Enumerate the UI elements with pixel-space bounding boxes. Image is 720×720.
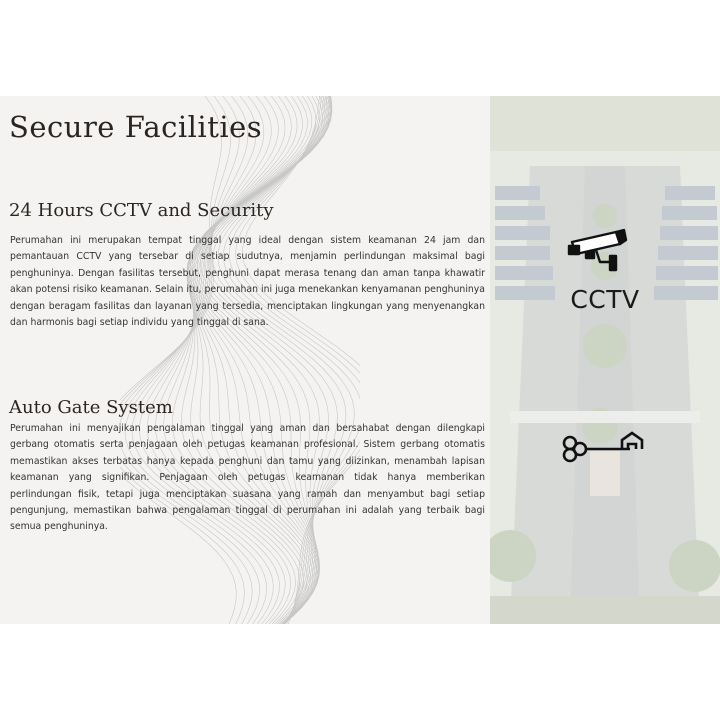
cctv-label: CCTV	[570, 285, 640, 314]
cctv-camera-icon	[566, 228, 628, 280]
decorative-wave-lines	[120, 96, 360, 624]
page-title: Secure Facilities	[9, 110, 263, 144]
section-heading-cctv: 24 Hours CCTV and Security	[9, 200, 274, 221]
aerial-photo-background	[490, 96, 720, 624]
section-heading-auto-gate: Auto Gate System	[9, 397, 173, 418]
section-text-auto-gate: Perumahan ini menyajikan pengalaman tinggal yang aman dan bersahabat dengan dilengkapi gerbang otomatis serta penjagaan oleh petugas keamanan profesional. Sistem gerbang otomatis memastikan akses terbatas hanya kepada penghuni dan tamu yang diizinkan, menambah lapisan keamanan yang signifikan. Penjagaan oleh petugas keamanan tidak hanya memberikan perlindungan fisik, tetapi juga menciptakan suasana yang ramah dan menyambut bagi setiap pengunjung, memastikan bahwa pengalaman tinggal di perumahan ini adalah yang terbaik bagi semua penghuninya.	[10, 423, 485, 533]
key-house-icon	[560, 430, 650, 466]
section-text-cctv: Perumahan ini merupakan tempat tinggal yang ideal dengan sistem keamanan 24 jam dan pemantauan CCTV yang tersebar di setiap sudutnya, menjamin perlindungan maksimal bagi penghuninya. Dengan fasilitas tersebut, penghuni dapat merasa tenang dan aman tanpa khawatir akan potensi risiko keamanan. Selain itu, perumahan ini juga menekankan kenyamanan penghuninya dengan beragam fasilitas dan layanan yang tersedia, menciptakan lingkungan yang menyenangkan dan harmonis bagi setiap individu yang tinggal di sana.	[10, 235, 485, 329]
